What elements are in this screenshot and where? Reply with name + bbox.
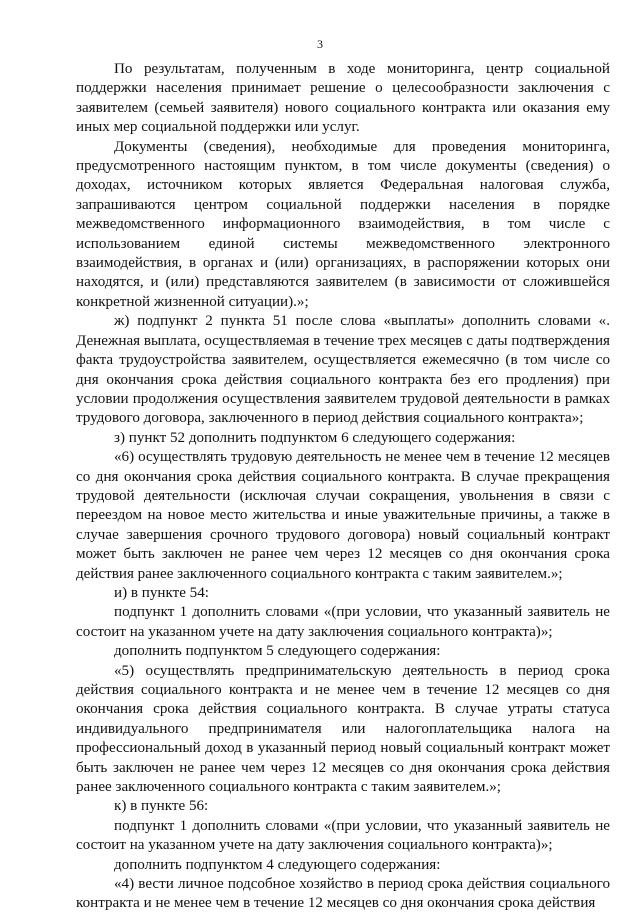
paragraph-subpoint-6: «6) осуществлять трудовую деятельность не менее чем в течение 12 месяцев со дня окончания срока действия социального контракта. В случае прекращения трудовой деятельности (исключая случаи сокращения, увольнения в связи с переездом на новое место жительства и иные уважительные причины, а также в случае завершения срочного трудового договора) новый социальный контракт может быть заключен не ранее чем через 12 месяцев со дня окончания срока действия ранее заключенного социального контракта с таким заявителем.»; [76, 449, 610, 582]
paragraph-k: к) в пункте 56: [114, 798, 209, 815]
paragraph-add-subpoint-5: дополнить подпунктом 5 следующего содержания: [114, 643, 441, 660]
paragraph-monitoring-result: По результатам, полученным в ходе мониторинга, центр социальной поддержки населения принимает решение о целесообразности заключения с заявителем (семьей заявителя) нового социального контракта или оказания ему иных мер социальной поддержки или услуг. [76, 61, 610, 136]
paragraph-subpoint-1-54: подпункт 1 дополнить словами «(при условии, что указанный заявитель не состоит на указанном учете на дату заключения социального контракта)»; [76, 604, 610, 640]
document-body [76, 60, 610, 914]
paragraph-i: и) в пункте 54: [114, 584, 209, 601]
paragraph-subpoint-4: «4) вести личное подсобное хозяйство в период срока действия социального контракта и не менее чем в течение 12 месяцев со дня окончания срока действия [76, 876, 610, 912]
paragraph-zh: ж) подпункт 2 пункта 51 после слова «выплаты» дополнить словами «. Денежная выплата, осуществляемая в течение трех месяцев с даты подтверждения факта трудоустройства заявителем, осуществляется ежемесячно (в том числе со дня окончания срока действия социального контракта без его продления) при условии продолжения осуществления заявителем трудовой деятельности в рамках трудового договора, заключенного в период действия социального контракта»; [76, 313, 610, 427]
paragraph-subpoint-5: «5) осуществлять предпринимательскую деятельность в период срока действия социального контракта и не менее чем в течение 12 месяцев со дня окончания срока действия социального контракта. В случае утраты статуса индивидуального предпринимателя или налогоплательщика налога на профессиональный доход в указанный период новый социальный контракт может быть заключен не ранее чем через 12 месяцев со дня окончания срока действия ранее заключенного социального контракта с таким заявителем.»; [76, 662, 610, 796]
page-number: 3 [317, 37, 323, 51]
paragraph-subpoint-1-56: подпункт 1 дополнить словами «(при условии, что указанный заявитель не состоит на указанном учете на дату заключения социального контракта)»; [76, 817, 610, 854]
paragraph-add-subpoint-4: дополнить подпунктом 4 следующего содержания: [114, 856, 441, 873]
paragraph-z: з) пункт 52 дополнить подпунктом 6 следующего содержания: [114, 429, 516, 446]
paragraph-documents: Документы (сведения), необходимые для проведения мониторинга, предусмотренного настоящим пунктом, в том числе документы (сведения) о доходах, источником которых является Федеральная налоговая служба, запрашиваются центром социальной поддержки населения в порядке межведомственного информационного взаимодействия, в том числе с использованием единой системы межведомственного электронного взаимодействия, в органах и (или) организациях, в распоряжении которых они находятся, и (или) представляются заявителем (в зависимости от сложившейся конкретной жизненной ситуации).»; [76, 138, 610, 310]
